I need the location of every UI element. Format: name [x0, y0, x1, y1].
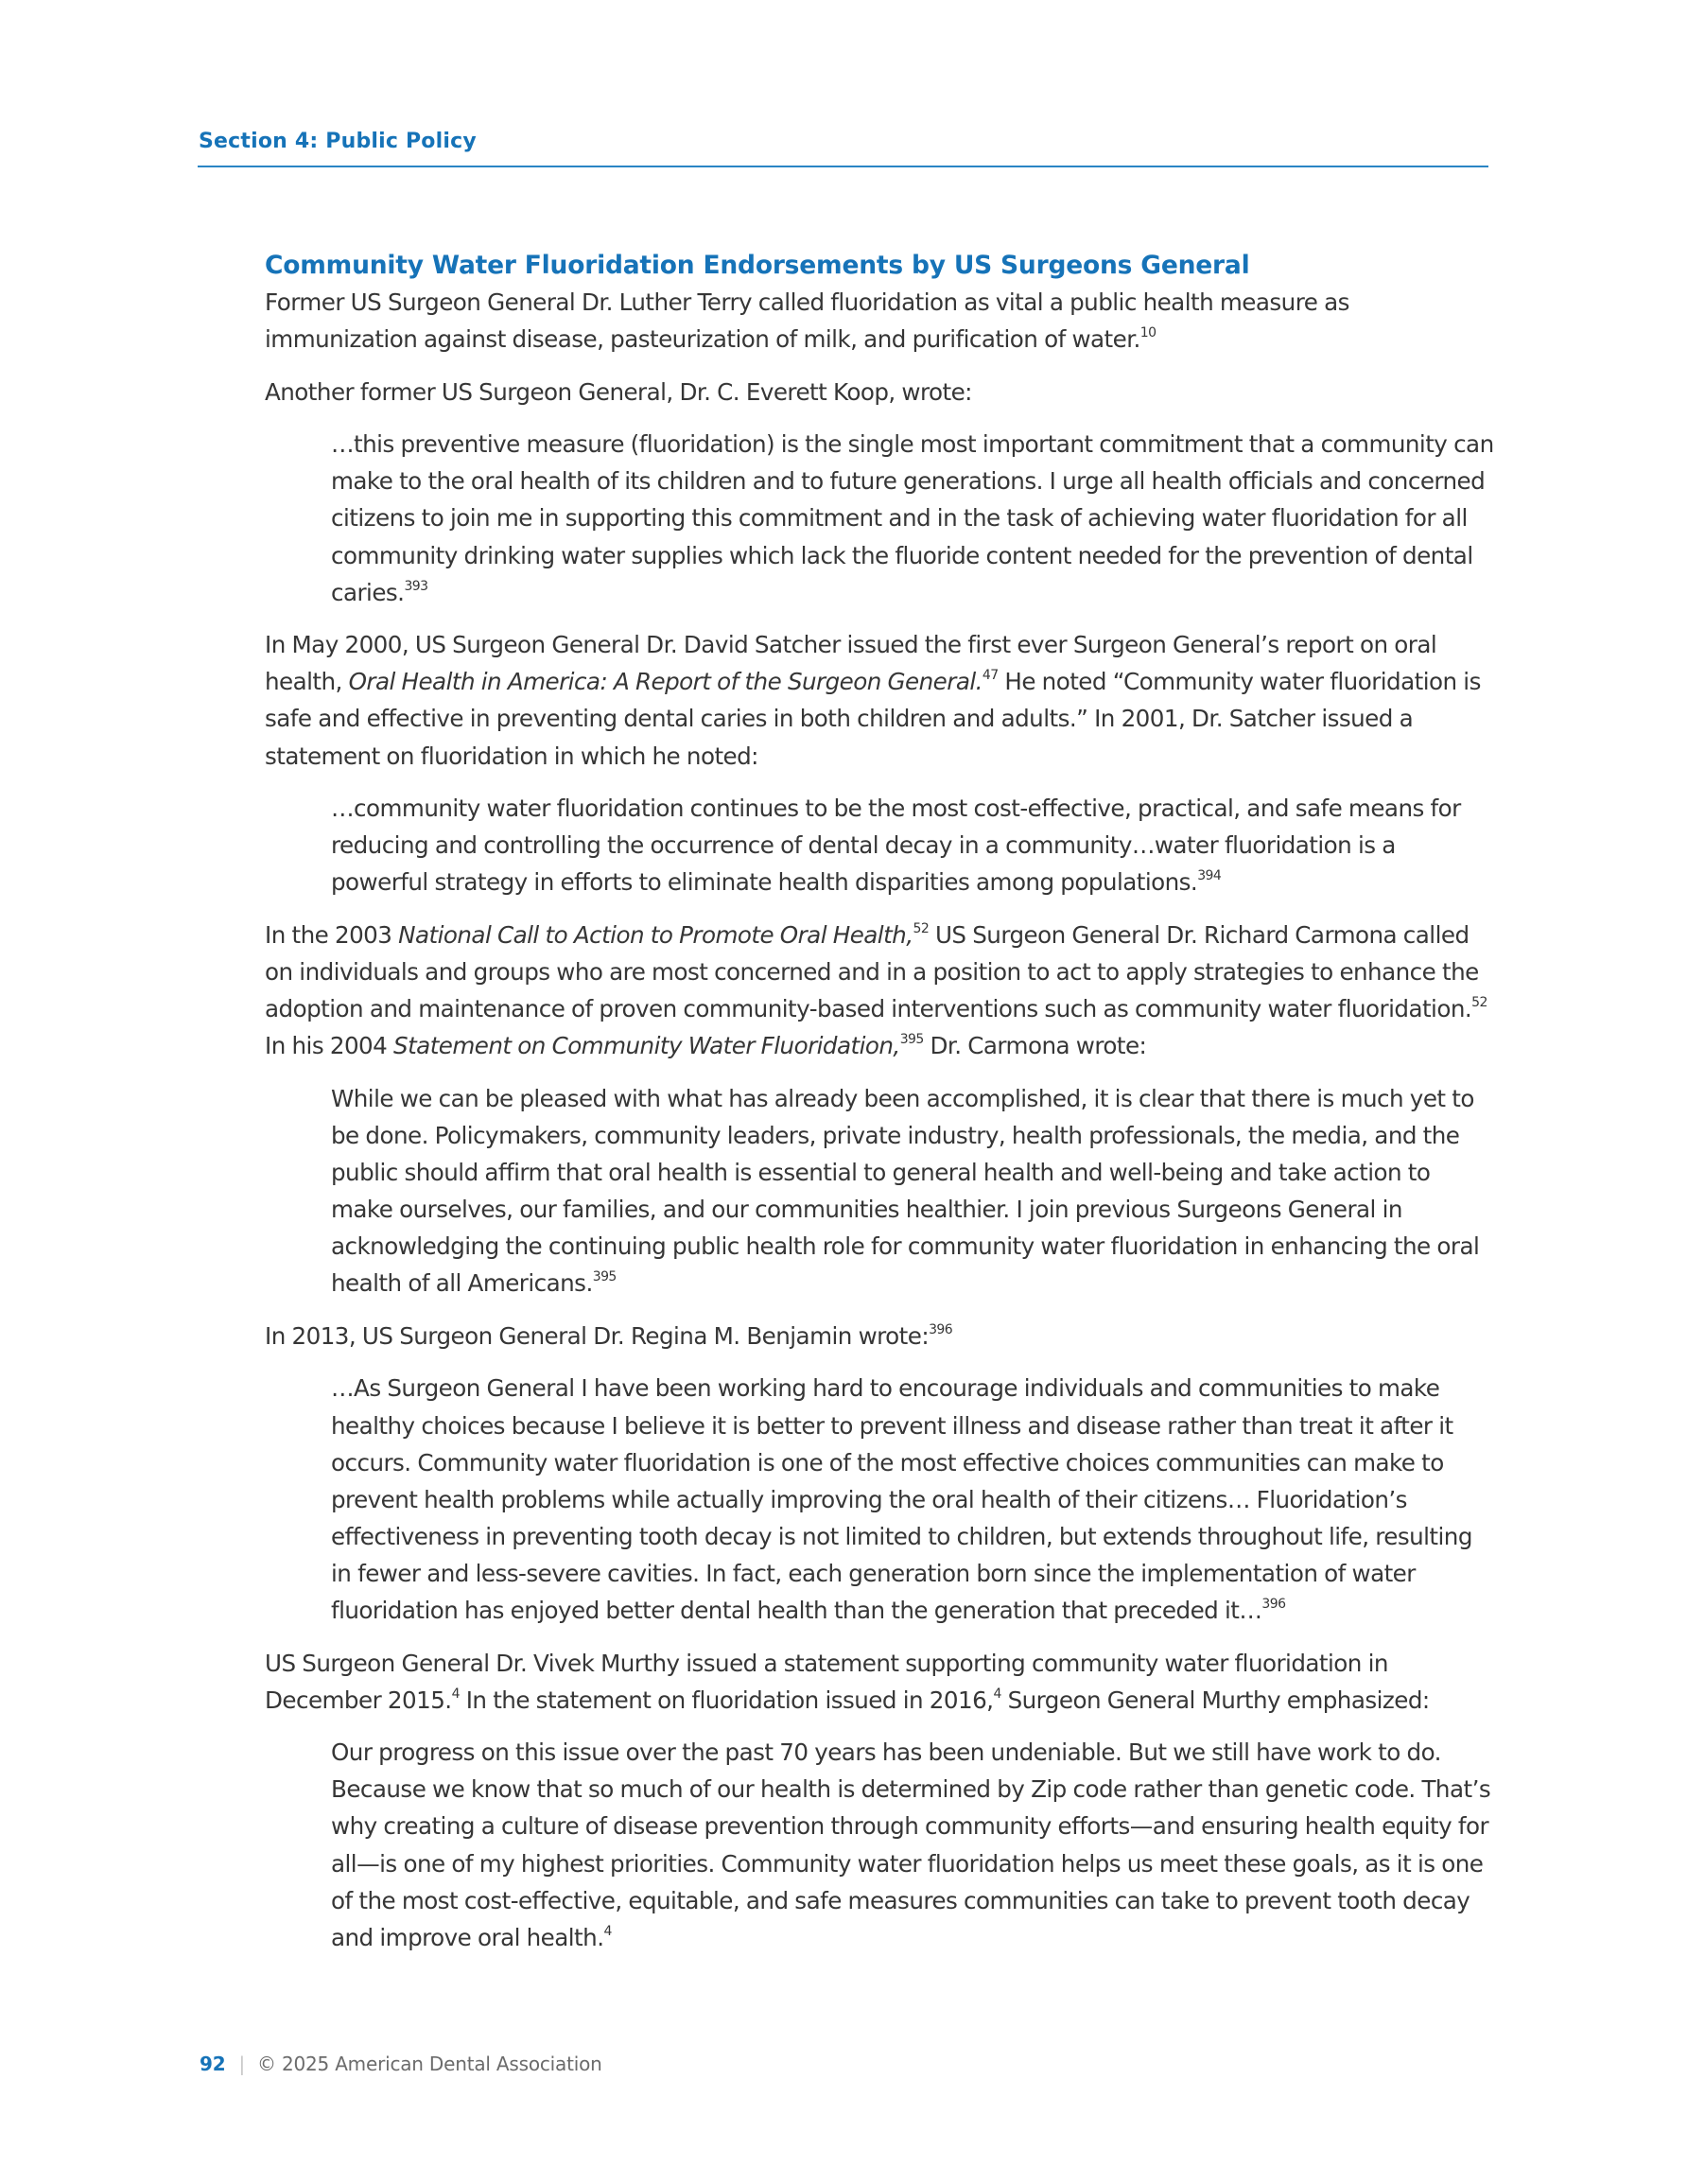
footnote-reference: 10: [1139, 325, 1157, 341]
text-run: In the statement on fluoridation issued in 2016,: [459, 1686, 994, 1714]
body-paragraph: [265, 1645, 1494, 1719]
body-paragraph: [265, 284, 1494, 358]
page-number: 92: [200, 2053, 226, 2075]
text-run: Surgeon General Murthy emphasized:: [1000, 1686, 1430, 1714]
copyright-notice: © 2025 American Dental Association: [256, 2053, 602, 2075]
text-run: While we can be pleased with what has already been accomplished, it is clear that there is much yet to be done. Policymakers, community leaders, private industry, health professionals, the media, and the public should affirm that oral health is essential to general health and well-being and take action to make ourselves, our families, and our communities healthier. I join previous Surgeons General in acknowledging the continuing public health role for community water fluoridation in enhancing the oral health of all Americans.: [331, 1084, 1480, 1298]
publication-title: Oral Health in America: A Report of the Surgeon General.: [348, 668, 983, 696]
text-run: Our progress on this issue over the past 70 years has been undeniable. But we still have work to do. Because we know that so much of our health is determined by Zip code rather than genetic code. That’s why creating a culture of disease prevention through community efforts—and ensuring health equity for all—is one of my highest priorities. Community water fluoridation helps us meet these goals, as it is one of the most cost-effective, equitable, and safe measures communities can take to prevent tooth decay and improve oral health.: [331, 1738, 1491, 1951]
footnote-reference: 52: [913, 920, 930, 936]
text-run: In the 2003: [265, 920, 399, 949]
text-run: In 2013, US Surgeon General Dr. Regina M. Benjamin wrote:: [265, 1321, 930, 1350]
header-divider: [198, 166, 1488, 167]
footnote-reference: 395: [899, 1032, 924, 1048]
publication-title: National Call to Action to Promote Oral Health,: [398, 920, 913, 949]
text-run: In May 2000, US Surgeon General Dr. David Satcher issued the first ever Surgeon General’s report on oral health,: [265, 631, 1437, 696]
article-title: Community Water Fluoridation Endorsements by US Surgeons General: [265, 251, 1250, 280]
footer-separator: |: [238, 2053, 245, 2075]
body-paragraph: [265, 374, 1494, 411]
text-run: He noted “Community water fluoridation is safe and effective in preventing dental caries in both children and adults.” In 2001, Dr. Satcher issued a statement on fluoridation in which he noted:: [265, 668, 1481, 770]
footnote-reference: 47: [982, 668, 999, 684]
section-header: Section 4: Public Policy: [199, 130, 477, 153]
page-footer: [200, 2053, 602, 2075]
footnote-reference: 395: [592, 1269, 617, 1285]
text-run: …As Surgeon General I have been working hard to encourage individuals and communities to make healthy choices because I believe it is better to prevent illness and disease rather than treat it after it occurs. Community water fluoridation is one of the most effective choices communities can make to prevent health problems while actually improving the oral health of their citizens… Fluoridation’s effectiveness in preventing tooth decay is not limited to children, but extends throughout life, resulting in fewer and less-severe cavities. In fact, each generation born since the implementation of water fluoridation has enjoyed better dental health than the generation that preceded it…: [331, 1374, 1472, 1624]
text-run: US Surgeon General Dr. Richard Carmona called on individuals and groups who are most concerned and in a position to act to apply strategies to enhance the adoption and maintenance of proven community-based interventions such as community water fluoridation.: [265, 920, 1479, 1023]
footnote-reference: 4: [451, 1686, 460, 1702]
footnote-reference: 52: [1471, 995, 1487, 1011]
footnote-reference: 4: [603, 1923, 612, 1939]
footnote-reference: 396: [929, 1321, 953, 1337]
text-run: In his 2004: [265, 1032, 394, 1060]
footnote-reference: 393: [404, 578, 428, 594]
block-quote: [331, 1080, 1494, 1302]
text-run: Former US Surgeon General Dr. Luther Terry called fluoridation as vital a public health measure as immunization against disease, pasteurization of milk, and purification of water.: [265, 288, 1349, 354]
block-quote: [331, 426, 1494, 610]
text-run: Another former US Surgeon General, Dr. C. Everett Koop, wrote:: [265, 377, 972, 406]
footnote-reference: 4: [993, 1686, 1001, 1702]
text-run: …community water fluoridation continues to be the most cost-effective, practical, and safe means for reducing and controlling the occurrence of dental decay in a community…water fluoridation is a powerful strategy in efforts to eliminate health disparities among populations.: [331, 795, 1461, 897]
footnote-reference: 396: [1261, 1597, 1286, 1612]
body-paragraph: [265, 917, 1494, 1064]
publication-title: Statement on Community Water Fluoridation,: [393, 1032, 900, 1060]
footnote-reference: 394: [1197, 868, 1222, 884]
text-run: …this preventive measure (fluoridation) is the single most important commitment that a community can make to the oral health of its children and to future generations. I urge all health officials and concerned citizens to join me in supporting this commitment and in the task of achieving water fluoridation for all community drinking water supplies which lack the fluoride content needed for the prevention of dental caries.: [331, 430, 1494, 606]
block-quote: [331, 1370, 1494, 1629]
paragraph-list: [265, 284, 1494, 1956]
text-run: Dr. Carmona wrote:: [923, 1032, 1147, 1060]
text-run: US Surgeon General Dr. Vivek Murthy issued a statement supporting community water fluoridation in December 2015.: [265, 1649, 1388, 1714]
block-quote: [331, 1734, 1494, 1956]
body-paragraph: [265, 1318, 1494, 1354]
article-body: [265, 248, 1494, 1971]
block-quote: [331, 790, 1494, 900]
body-paragraph: [265, 626, 1494, 774]
